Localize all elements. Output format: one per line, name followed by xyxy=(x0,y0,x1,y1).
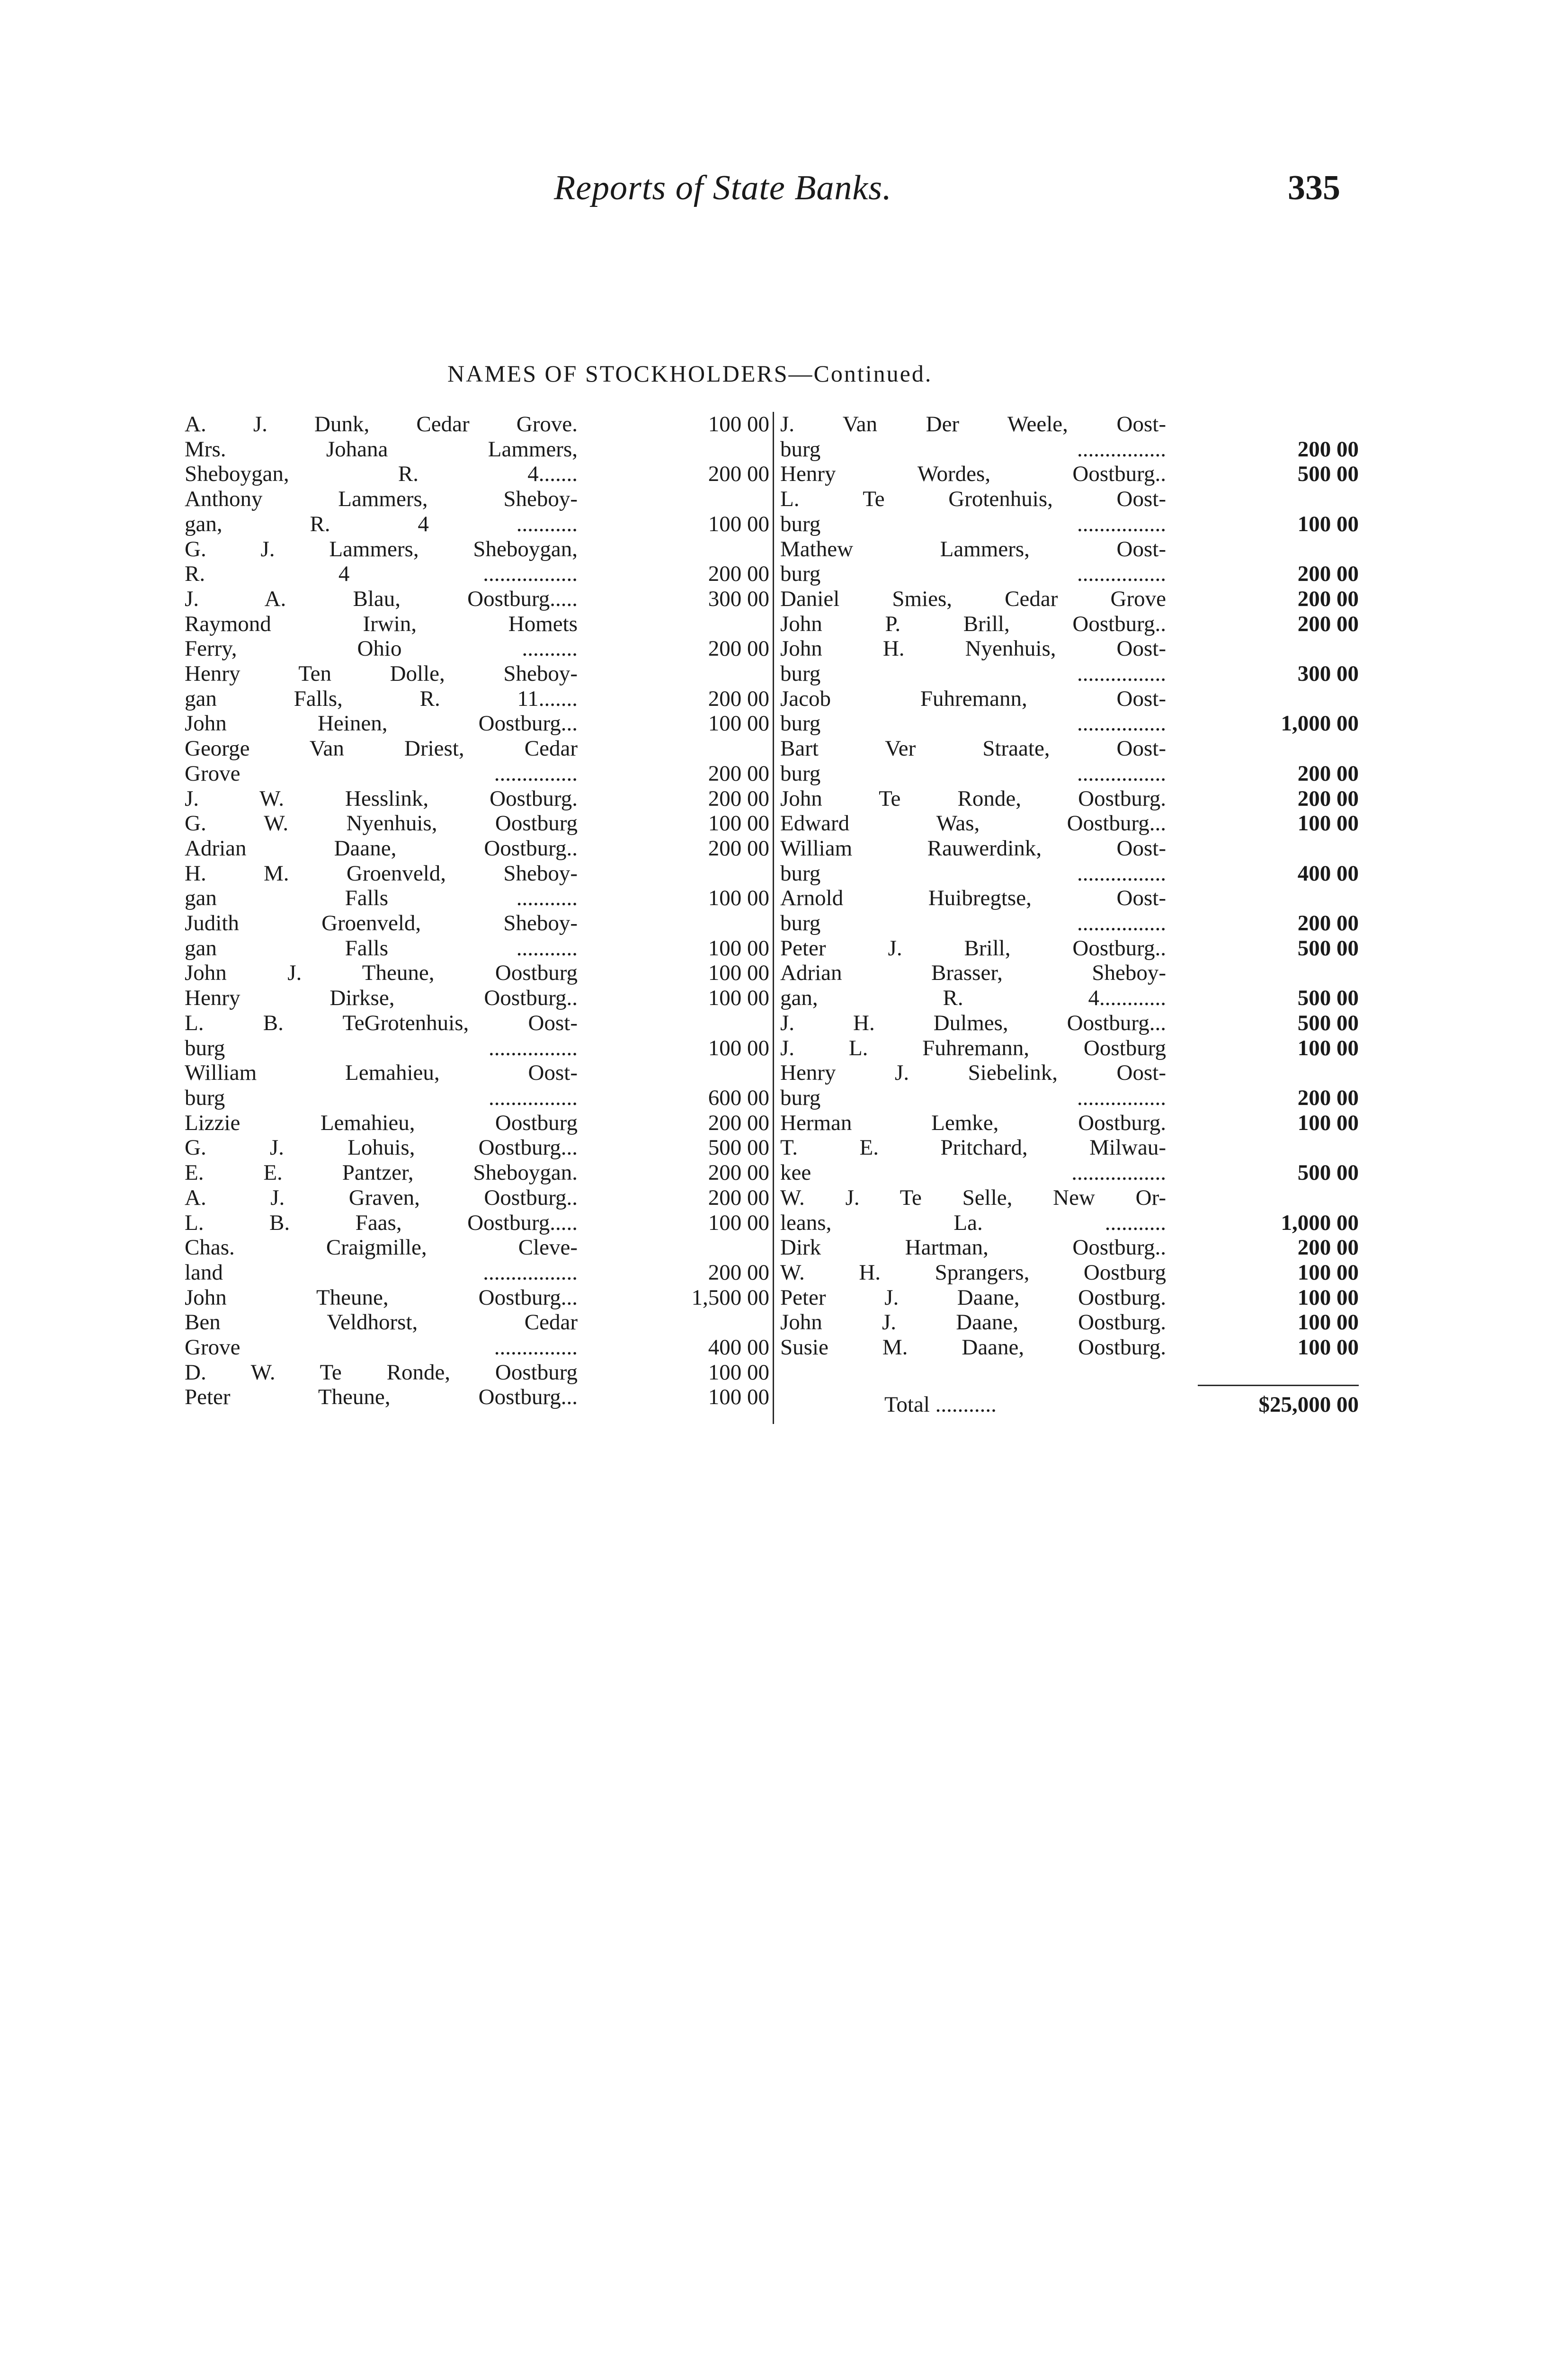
stock-amount: 100 00 xyxy=(708,1360,769,1385)
stockholder-name: Herman Lemke, Oostburg. xyxy=(780,1110,1166,1135)
total-row xyxy=(780,1392,1359,1417)
stockholder-name: Susie M. Daane, Oostburg. xyxy=(780,1335,1166,1360)
stock-amount: 100 00 xyxy=(708,1035,769,1060)
stockholder-entry xyxy=(185,1011,769,1060)
stockholder-name: E. E. Pantzer, Sheboygan. xyxy=(185,1160,578,1185)
stockholder-entry xyxy=(185,1060,769,1110)
stockholder-entry xyxy=(780,836,1359,886)
stockholder-name: A. J. Graven, Oostburg.. xyxy=(185,1185,578,1210)
stockholder-entry xyxy=(185,711,769,736)
stock-amount: 200 00 xyxy=(1297,611,1359,636)
stockholder-entry xyxy=(780,612,1359,637)
stockholder-name: G. J. Lammers, Sheboygan, R. 4 ................. xyxy=(185,536,578,587)
total-rule xyxy=(1198,1385,1359,1386)
stock-amount: 500 00 xyxy=(1297,935,1359,961)
stockholder-entry xyxy=(185,861,769,911)
stockholder-name: L. B. TeGrotenhuis, Oost- burg ................ xyxy=(185,1010,578,1060)
stockholder-entry xyxy=(185,786,769,811)
stockholder-entry xyxy=(780,736,1359,786)
stock-amount: 200 00 xyxy=(1297,1085,1359,1110)
left-column xyxy=(185,412,769,1410)
stock-amount: 100 00 xyxy=(708,935,769,961)
stockholder-entry xyxy=(780,537,1359,587)
stock-amount: 100 00 xyxy=(708,811,769,836)
stock-amount: 100 00 xyxy=(708,1210,769,1235)
stock-amount: 1,000 00 xyxy=(1281,1210,1359,1235)
stockholder-entry xyxy=(780,462,1359,487)
stock-amount: 1,000 00 xyxy=(1281,711,1359,736)
stockholder-entry xyxy=(185,736,769,786)
stockholder-entry xyxy=(780,412,1359,462)
stockholder-name: J. A. Blau, Oostburg..... xyxy=(185,586,578,611)
stock-amount: 500 00 xyxy=(1297,462,1359,487)
stockholder-entry xyxy=(185,911,769,961)
stock-amount: 100 00 xyxy=(1297,1035,1359,1060)
stock-amount: 100 00 xyxy=(708,511,769,536)
stockholder-entry xyxy=(185,961,769,986)
stockholder-entry xyxy=(185,412,769,437)
stockholder-name: L. Te Grotenhuis, Oost- burg ................ xyxy=(780,487,1166,536)
stockholder-entry xyxy=(780,1036,1359,1061)
stockholder-entry xyxy=(185,1360,769,1385)
stock-amount: 200 00 xyxy=(708,686,769,711)
stock-amount: 200 00 xyxy=(1297,436,1359,462)
stockholder-entry xyxy=(185,1160,769,1185)
stockholder-name: Peter Theune, Oostburg... xyxy=(185,1385,578,1410)
stock-amount: 100 00 xyxy=(1297,511,1359,536)
stockholder-entry xyxy=(185,661,769,711)
stock-amount: 200 00 xyxy=(708,462,769,487)
stock-amount: 100 00 xyxy=(708,711,769,736)
stockholder-name: Raymond Irwin, Homets Ferry, Ohio .......... xyxy=(185,611,578,661)
stockholder-entry xyxy=(780,686,1359,736)
stock-amount: 100 00 xyxy=(1297,1335,1359,1360)
stockholder-name: H. M. Groenveld, Sheboy- gan Falls ........... xyxy=(185,861,578,911)
stockholder-entry xyxy=(185,1135,769,1160)
stockholder-entry xyxy=(780,1335,1359,1360)
stockholder-name: G. J. Lohuis, Oostburg... xyxy=(185,1135,578,1160)
stock-amount: 100 00 xyxy=(708,986,769,1011)
stock-amount: 600 00 xyxy=(708,1085,769,1110)
stockholder-entry xyxy=(780,936,1359,961)
stock-amount: 300 00 xyxy=(708,586,769,611)
stockholder-entry xyxy=(185,836,769,861)
stockholder-entry xyxy=(780,1060,1359,1110)
stock-amount: 200 00 xyxy=(708,561,769,587)
column-divider xyxy=(773,412,774,1424)
stockholder-entry xyxy=(185,1210,769,1236)
stockholder-entry xyxy=(780,961,1359,1010)
stock-amount: 200 00 xyxy=(708,1260,769,1285)
stockholder-entry xyxy=(780,1011,1359,1036)
stockholder-name: George Van Driest, Cedar Grove ............... xyxy=(185,736,578,786)
stockholder-name: John H. Nyenhuis, Oost- burg ................ xyxy=(780,636,1166,686)
stockholder-name: Jacob Fuhremann, Oost- burg ................ xyxy=(780,686,1166,736)
stock-amount: 200 00 xyxy=(1297,561,1359,587)
stock-amount: 100 00 xyxy=(1297,1260,1359,1285)
stock-amount: 200 00 xyxy=(708,761,769,786)
stock-amount: 100 00 xyxy=(1297,1285,1359,1310)
stockholder-entry xyxy=(780,636,1359,686)
stock-amount: 200 00 xyxy=(1297,761,1359,786)
stock-amount: 100 00 xyxy=(1297,1110,1359,1135)
stockholder-name: W. H. Sprangers, Oostburg xyxy=(780,1260,1166,1285)
stockholder-name: Arnold Huibregtse, Oost- burg ................ xyxy=(780,886,1166,936)
stockholder-entry xyxy=(185,1185,769,1210)
stockholder-name: John Heinen, Oostburg... xyxy=(185,711,578,736)
stockholder-name: Lizzie Lemahieu, Oostburg xyxy=(185,1110,578,1135)
stockholder-entry xyxy=(185,1285,769,1310)
right-column xyxy=(780,412,1359,1360)
stockholder-name: John J. Theune, Oostburg xyxy=(185,961,578,986)
section-title: NAMES OF STOCKHOLDERS—Continued. xyxy=(447,360,933,387)
stockholder-entry xyxy=(185,1235,769,1285)
stock-amount: 200 00 xyxy=(1297,911,1359,936)
stockholder-name: Adrian Brasser, Sheboy- gan, R. 4............ xyxy=(780,961,1166,1011)
stockholder-name: J. Van Der Weele, Oost- burg ................ xyxy=(780,412,1166,462)
stockholder-name: A. J. Dunk, Cedar Grove. xyxy=(185,412,578,436)
stockholder-name: Mrs. Johana Lammers, Sheboygan, R. 4....... xyxy=(185,436,578,487)
stockholder-entry xyxy=(780,811,1359,836)
stockholder-entry xyxy=(780,1111,1359,1136)
stock-amount: 500 00 xyxy=(1297,1010,1359,1035)
stock-amount: 1,500 00 xyxy=(691,1285,769,1310)
stockholder-name: Edward Was, Oostburg... xyxy=(780,811,1166,836)
stockholder-entry xyxy=(780,1310,1359,1335)
stock-amount: 500 00 xyxy=(708,1135,769,1160)
stockholder-entry xyxy=(185,487,769,536)
stock-amount: 400 00 xyxy=(708,1335,769,1360)
stock-amount: 500 00 xyxy=(1297,1160,1359,1185)
stockholder-name: John J. Daane, Oostburg. xyxy=(780,1310,1166,1335)
stockholder-entry xyxy=(185,1111,769,1136)
stockholder-name: Henry Ten Dolle, Sheboy- gan Falls, R. 11....... xyxy=(185,661,578,711)
stock-amount: 100 00 xyxy=(708,1385,769,1410)
stockholder-name: Chas. Craigmille, Cleve- land ................. xyxy=(185,1235,578,1285)
stock-amount: 200 00 xyxy=(708,836,769,861)
stockholder-entry xyxy=(780,886,1359,935)
stock-amount: 100 00 xyxy=(708,961,769,986)
stock-amount: 200 00 xyxy=(708,1110,769,1135)
stockholder-name: Daniel Smies, Cedar Grove xyxy=(780,586,1166,611)
stockholder-name: Henry J. Siebelink, Oost- burg ................ xyxy=(780,1060,1166,1110)
stockholder-name: T. E. Pritchard, Milwau- kee ................. xyxy=(780,1135,1166,1185)
stockholder-name: L. B. Faas, Oostburg..... xyxy=(185,1210,578,1235)
stockholder-name: Ben Veldhorst, Cedar Grove ............... xyxy=(185,1310,578,1360)
stock-amount: 100 00 xyxy=(708,886,769,911)
stockholder-name: Bart Ver Straate, Oost- burg ................ xyxy=(780,736,1166,786)
stock-amount: 200 00 xyxy=(708,786,769,811)
stock-amount: 400 00 xyxy=(1297,861,1359,886)
stockholder-name: Peter J. Daane, Oostburg. xyxy=(780,1285,1166,1310)
stockholder-name: D. W. Te Ronde, Oostburg xyxy=(185,1360,578,1385)
stock-amount: 300 00 xyxy=(1297,661,1359,686)
total-label: Total ........... xyxy=(884,1392,997,1417)
stockholder-entry xyxy=(780,1185,1359,1235)
stockholder-name: Dirk Hartman, Oostburg.. xyxy=(780,1235,1166,1260)
stockholder-name: Mathew Lammers, Oost- burg ................ xyxy=(780,536,1166,587)
stockholder-name: William Rauwerdink, Oost- burg ................ xyxy=(780,836,1166,886)
stockholder-entry xyxy=(780,487,1359,536)
stockholder-name: Anthony Lammers, Sheboy- gan, R. 4 ........... xyxy=(185,487,578,536)
stockholder-name: Henry Dirkse, Oostburg.. xyxy=(185,986,578,1011)
stockholder-name: W. J. Te Selle, New Or- leans, La. ........... xyxy=(780,1185,1166,1235)
page-number: 335 xyxy=(1288,169,1340,207)
stockholder-entry xyxy=(780,1260,1359,1285)
stock-amount: 200 00 xyxy=(1297,586,1359,611)
stockholder-entry xyxy=(185,986,769,1011)
stockholder-name: G. W. Nyenhuis, Oostburg xyxy=(185,811,578,836)
stock-amount: 200 00 xyxy=(708,636,769,661)
stockholder-name: J. W. Hesslink, Oostburg. xyxy=(185,786,578,811)
stockholder-entry xyxy=(185,811,769,836)
stockholder-entry xyxy=(185,437,769,487)
stockholder-entry xyxy=(185,1385,769,1410)
stockholder-name: John P. Brill, Oostburg.. xyxy=(780,611,1166,636)
stock-amount: 100 00 xyxy=(1297,1310,1359,1335)
stock-amount: 200 00 xyxy=(708,1160,769,1185)
stockholder-entry xyxy=(780,1235,1359,1260)
stockholder-name: William Lemahieu, Oost- burg ................ xyxy=(185,1060,578,1110)
stockholder-entry xyxy=(185,537,769,587)
stockholder-name: Peter J. Brill, Oostburg.. xyxy=(780,935,1166,961)
stockholder-name: Henry Wordes, Oostburg.. xyxy=(780,462,1166,487)
stockholder-entry xyxy=(780,786,1359,811)
stockholder-name: J. L. Fuhremann, Oostburg xyxy=(780,1035,1166,1060)
stockholder-entry xyxy=(780,587,1359,612)
stockholder-name: J. H. Dulmes, Oostburg... xyxy=(780,1010,1166,1035)
stock-amount: 500 00 xyxy=(1297,986,1359,1011)
stockholder-entry xyxy=(185,587,769,612)
stockholder-name: Judith Groenveld, Sheboy- gan Falls ........... xyxy=(185,911,578,961)
stock-amount: 100 00 xyxy=(708,412,769,436)
stockholder-entry xyxy=(780,1285,1359,1310)
stockholder-entry xyxy=(185,612,769,661)
stockholder-name: John Theune, Oostburg... xyxy=(185,1285,578,1310)
running-head: Reports of State Banks. xyxy=(554,169,892,207)
stockholder-name: John Te Ronde, Oostburg. xyxy=(780,786,1166,811)
stockholder-entry xyxy=(185,1310,769,1360)
stockholder-entry xyxy=(780,1135,1359,1185)
total-amount: $25,000 00 xyxy=(1258,1392,1359,1417)
stock-amount: 100 00 xyxy=(1297,811,1359,836)
stock-amount: 200 00 xyxy=(1297,1235,1359,1260)
stockholder-name: Adrian Daane, Oostburg.. xyxy=(185,836,578,861)
stock-amount: 200 00 xyxy=(708,1185,769,1210)
stock-amount: 200 00 xyxy=(1297,786,1359,811)
